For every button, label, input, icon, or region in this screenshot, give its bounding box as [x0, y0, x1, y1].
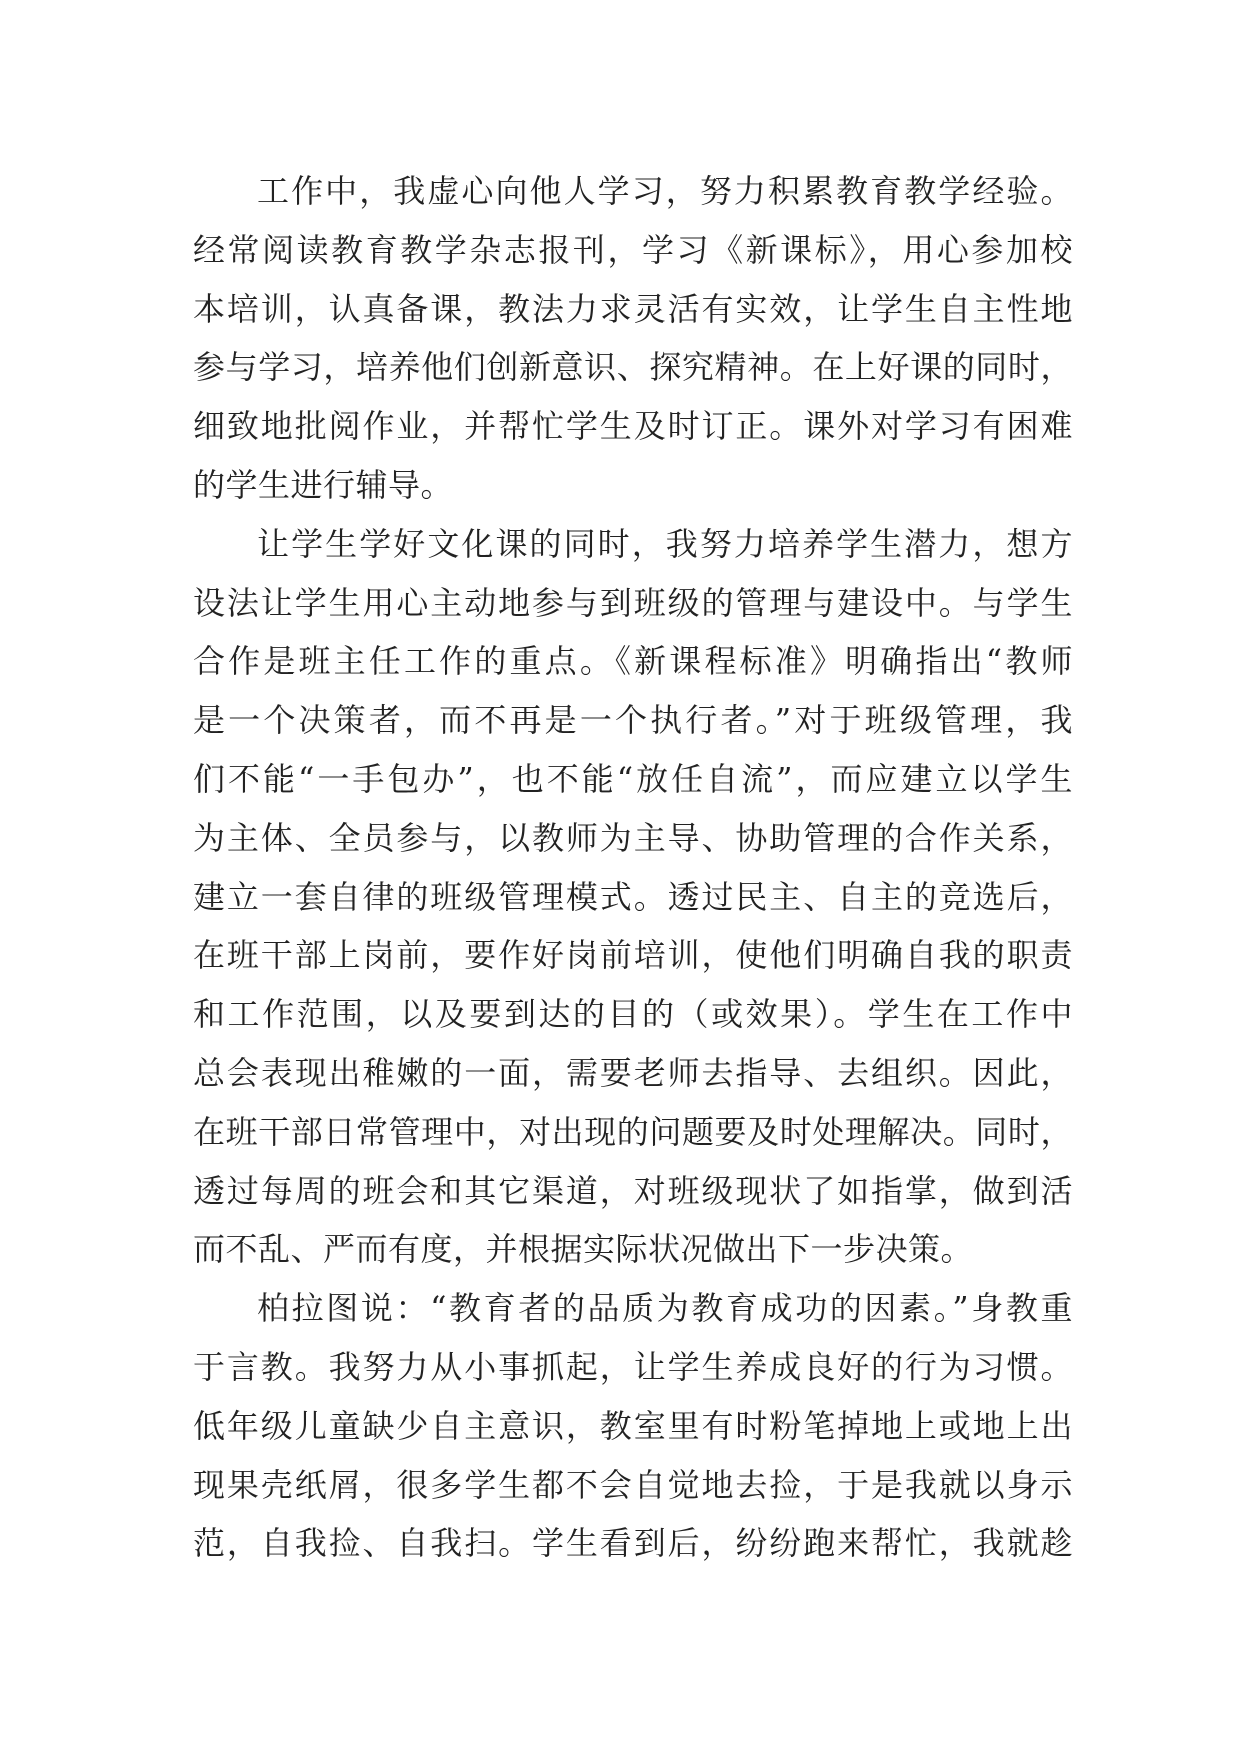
paragraph-2-line-11: 在班干部日常管理中，对出现的问题要及时处理解决。同时，	[193, 1112, 1073, 1151]
paragraph-2-line-2: 设法让学生用心主动地参与到班级的管理与建设中。与学生	[193, 583, 1073, 622]
paragraph-2-line-10: 总会表现出稚嫩的一面，需要老师去指导、去组织。因此，	[193, 1053, 1073, 1092]
paragraph-1-line-1: 工作中，我虚心向他人学习，努力积累教育教学经验。	[257, 172, 1073, 210]
paragraph-3-line-1: 柏拉图说：“教育者的品质为教育成功的因素。”身教重	[257, 1289, 1073, 1328]
paragraph-3-line-5: 范，自我捡、自我扫。学生看到后，纷纷跑来帮忙，我就趁	[193, 1524, 1073, 1563]
paragraph-2-line-1: 让学生学好文化课的同时，我努力培养学生潜力，想方	[257, 524, 1073, 563]
body-text	[193, 162, 1073, 1573]
paragraph-3-line-4: 现果壳纸屑，很多学生都不会自觉地去捡，于是我就以身示	[193, 1465, 1073, 1504]
paragraph-1-line-6: 的学生进行辅导。	[193, 465, 454, 504]
paragraph-2-line-6: 为主体、全员参与，以教师为主导、协助管理的合作关系，	[193, 818, 1073, 857]
paragraph-2-line-5: 们不能“一手包办”，也不能“放任自流”，而应建立以学生	[193, 759, 1073, 798]
paragraph-2-line-12: 透过每周的班会和其它渠道，对班级现状了如指掌，做到活	[193, 1171, 1073, 1210]
paragraph-1-line-3: 本培训，认真备课，教法力求灵活有实效，让学生自主性地	[193, 289, 1073, 328]
paragraph-3-line-2: 于言教。我努力从小事抓起，让学生养成良好的行为习惯。	[193, 1347, 1073, 1386]
paragraph-1-line-5: 细致地批阅作业，并帮忙学生及时订正。课外对学习有困难	[193, 407, 1073, 446]
paragraph-2-line-3: 合作是班主任工作的重点。《新课程标准》明确指出“教师	[193, 642, 1073, 681]
paragraph-3-line-3: 低年级儿童缺少自主意识，教室里有时粉笔掉地上或地上出	[193, 1406, 1073, 1445]
paragraph-2-line-8: 在班干部上岗前，要作好岗前培训，使他们明确自我的职责	[193, 936, 1073, 975]
paragraph-2-line-13: 而不乱、严而有度，并根据实际状况做出下一步决策。	[193, 1230, 974, 1269]
paragraph-2-line-4: 是一个决策者，而不再是一个执行者。”对于班级管理，我	[193, 701, 1073, 740]
paragraph-2-line-9: 和工作范围，以及要到达的目的（或效果）。学生在工作中	[193, 995, 1073, 1034]
paragraph-1-line-4: 参与学习，培养他们创新意识、探究精神。在上好课的同时，	[193, 348, 1073, 387]
paragraph-1-line-2: 经常阅读教育教学杂志报刊，学习《新课标》，用心参加校	[193, 230, 1073, 269]
paragraph-2-line-7: 建立一套自律的班级管理模式。透过民主、自主的竞选后，	[193, 877, 1073, 916]
